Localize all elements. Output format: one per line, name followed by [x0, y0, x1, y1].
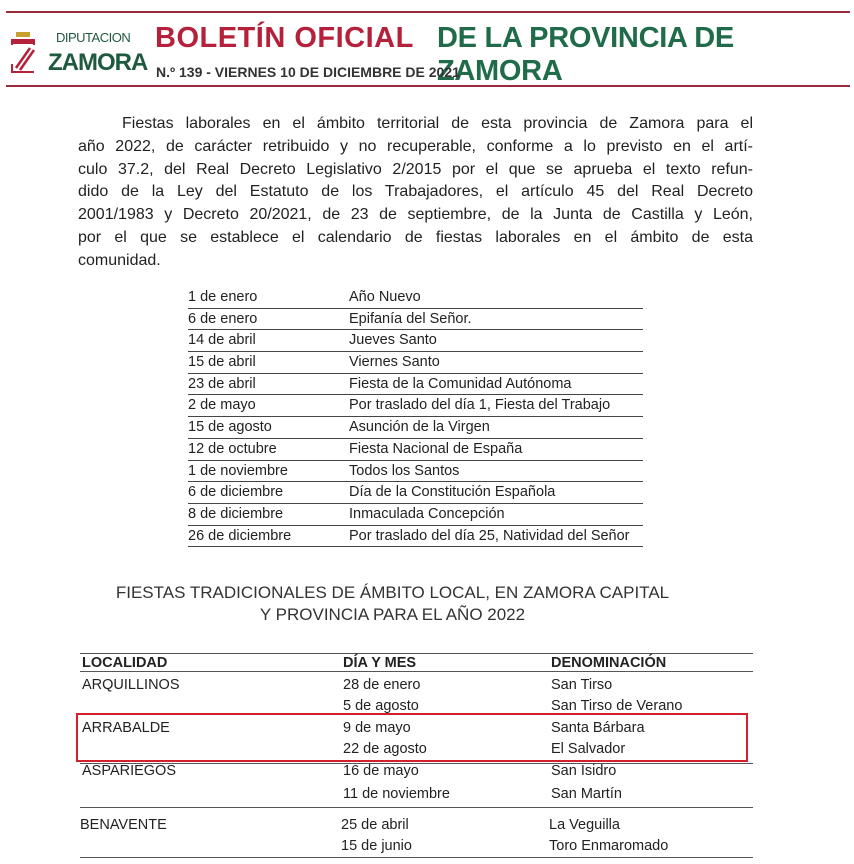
denomination-cell: San Tirso de Verano: [551, 698, 683, 714]
date-cell: 16 de mayo: [343, 763, 419, 779]
holiday-name: Fiesta de la Comunidad Autónoma: [349, 375, 572, 392]
table-rule: [80, 653, 753, 654]
paragraph-line: 2001/1983 y Decreto 20/2021, de 23 de septiembre, de la Junta de Castilla y León,: [78, 206, 753, 224]
holiday-name: Asunción de la Virgen: [349, 419, 490, 436]
title-boletin-oficial: BOLETÍN OFICIAL: [155, 22, 414, 54]
holiday-name: Jueves Santo: [349, 332, 437, 349]
holiday-date: 15 de agosto: [188, 419, 272, 436]
denomination-cell: San Martín: [551, 786, 622, 802]
section-title-line: FIESTAS TRADICIONALES DE ÁMBITO LOCAL, EN ZAMORA CAPITAL: [115, 583, 670, 602]
holiday-date: 1 de enero: [188, 289, 258, 305]
denomination-cell: Toro Enmaromado: [549, 838, 669, 854]
locality-cell: ASPARIEGOS: [82, 763, 177, 779]
holiday-date: 23 de abril: [188, 375, 256, 392]
holiday-date: 2 de mayo: [188, 397, 256, 414]
date-cell: 22 de agosto: [343, 741, 427, 757]
locality-cell: ARRABALDE: [82, 720, 170, 736]
holiday-name: Día de la Constitución Española: [349, 484, 556, 501]
paragraph-line: por el que se establece el calendario de fiestas laborales en el ámbito de esta: [78, 228, 753, 246]
section-title-line: Y PROVINCIA PARA EL AÑO 2022: [259, 605, 526, 624]
date-cell: 25 de abril: [341, 817, 409, 833]
holiday-date: 26 de diciembre: [188, 527, 292, 544]
logo-text-diputacion: DIPUTACION: [56, 30, 131, 45]
locality-cell: ARQUILLINOS: [82, 677, 180, 693]
table-rule: [80, 857, 753, 858]
column-header: DÍA Y MES: [343, 655, 417, 671]
date-cell: 9 de mayo: [343, 720, 411, 736]
column-header: LOCALIDAD: [82, 655, 168, 671]
paragraph-line: año 2022, de carácter retribuido y no recuperable, conforme a lo previsto en el artí-: [78, 137, 753, 155]
logo-text-zamora: ZAMORA: [48, 49, 148, 76]
holiday-name: Epifanía del Señor.: [349, 310, 472, 327]
holiday-name: Inmaculada Concepción: [349, 505, 505, 522]
date-cell: 28 de enero: [343, 677, 421, 693]
zamora-crest-icon: [10, 28, 36, 76]
holiday-date: 6 de diciembre: [188, 484, 284, 501]
denomination-cell: El Salvador: [551, 741, 626, 757]
holiday-date: 6 de enero: [188, 310, 258, 327]
holiday-date: 1 de noviembre: [188, 462, 288, 479]
paragraph-line: dido de la Ley del Estatuto de los Trabajadores, el artículo 45 del Real Decreto: [78, 183, 753, 201]
denomination-cell: Santa Bárbara: [551, 720, 645, 736]
holiday-date: 8 de diciembre: [188, 505, 284, 522]
holiday-date: 14 de abril: [188, 332, 256, 349]
holiday-name: Por traslado del día 1, Fiesta del Trabajo: [349, 397, 611, 414]
holiday-name: Año Nuevo: [349, 289, 421, 305]
column-header: DENOMINACIÓN: [551, 655, 667, 671]
denomination-cell: La Veguilla: [549, 817, 620, 833]
holiday-name: Viernes Santo: [349, 354, 440, 371]
issue-date: N.º 139 - VIERNES 10 DE DICIEMBRE DE 2021: [156, 64, 460, 80]
denomination-cell: San Isidro: [551, 763, 617, 779]
date-cell: 11 de noviembre: [343, 786, 450, 802]
holiday-name: Por traslado del día 25, Natividad del Señor: [349, 527, 630, 544]
paragraph-line: culo 37.2, del Real Decreto Legislativo 2/2015 por el que se aprueba el texto refun-: [78, 160, 753, 178]
holiday-date: 15 de abril: [188, 354, 256, 371]
denomination-cell: San Tirso: [551, 677, 613, 693]
paragraph-line: comunidad.: [78, 251, 161, 269]
title-provincia: DE LA PROVINCIA DE ZAMORA: [437, 22, 734, 87]
holiday-name: Fiesta Nacional de España: [349, 440, 523, 457]
date-cell: 5 de agosto: [343, 698, 419, 714]
table-rule: [80, 807, 753, 808]
locality-cell: BENAVENTE: [80, 817, 167, 833]
holiday-date: 12 de octubre: [188, 440, 277, 457]
table-rule: [80, 671, 753, 672]
holiday-name: Todos los Santos: [349, 462, 460, 479]
highlight-box-arrabalde: [76, 713, 748, 762]
date-cell: 15 de junio: [341, 838, 412, 854]
paragraph-line: Fiestas laborales en el ámbito territorial de esta provincia de Zamora para el: [122, 115, 753, 132]
